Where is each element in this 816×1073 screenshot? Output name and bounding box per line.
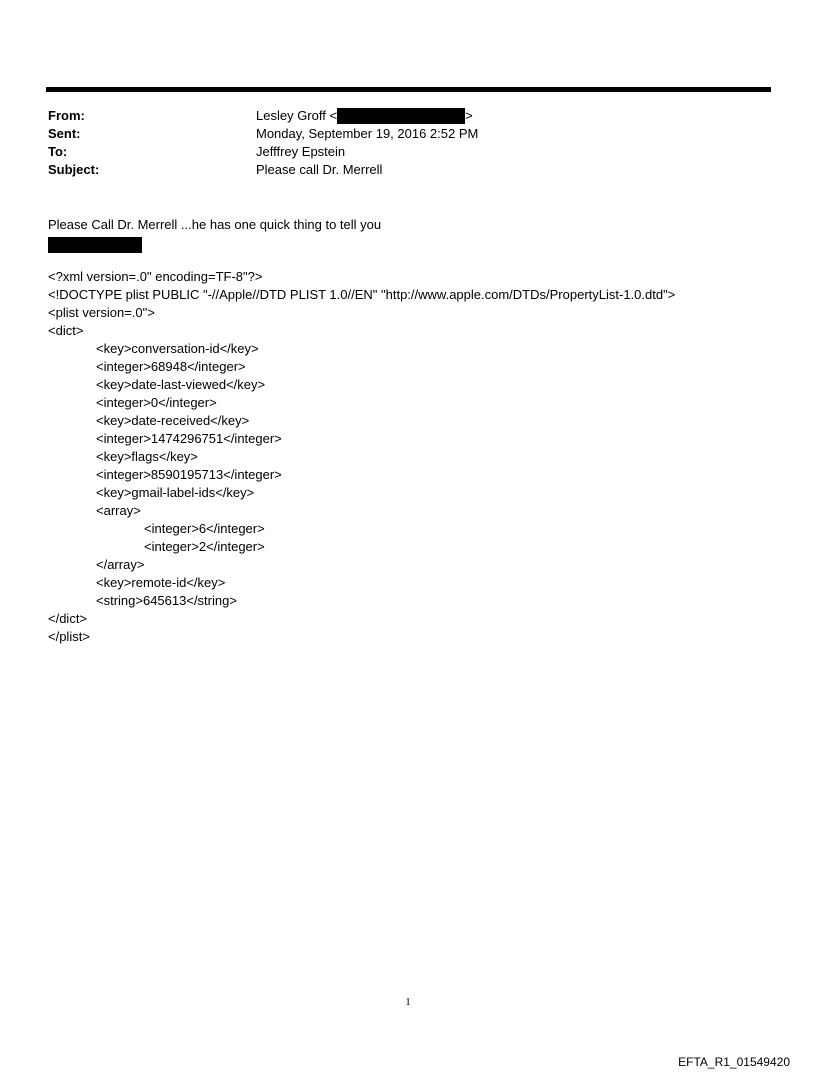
message-text: Please Call Dr. Merrell ...he has one quick thing to tell you bbox=[48, 217, 382, 232]
xml-line: <key>date-received</key> bbox=[96, 413, 250, 428]
redacted-email-address bbox=[337, 108, 465, 124]
subject-value: Please call Dr. Merrell bbox=[256, 162, 383, 177]
subject-row bbox=[48, 161, 748, 179]
xml-line: <key>date-last-viewed</key> bbox=[96, 377, 266, 392]
subject-label: Subject: bbox=[48, 162, 100, 177]
to-row bbox=[48, 143, 748, 161]
xml-line: <array> bbox=[96, 503, 141, 518]
redacted-signature-line bbox=[48, 234, 788, 252]
sent-value: Monday, September 19, 2016 2:52 PM bbox=[256, 126, 479, 141]
redacted-signature bbox=[48, 237, 142, 253]
xml-line: <integer>2</integer> bbox=[144, 539, 265, 554]
from-label: From: bbox=[48, 108, 85, 123]
xml-line: <?xml version=.0" encoding=TF-8"?> bbox=[48, 269, 263, 284]
xml-line: <dict> bbox=[48, 323, 84, 338]
from-value bbox=[256, 107, 748, 125]
xml-line: <string>645613</string> bbox=[96, 593, 237, 608]
email-body bbox=[48, 216, 788, 252]
xml-line: <key>gmail-label-ids</key> bbox=[96, 485, 255, 500]
xml-line: <key>conversation-id</key> bbox=[96, 341, 259, 356]
bates-number: EFTA_R1_01549420 bbox=[678, 1055, 790, 1069]
xml-line: <plist version=.0"> bbox=[48, 305, 155, 320]
sender-email-close: > bbox=[465, 108, 473, 123]
sender-name: Lesley Groff < bbox=[256, 108, 338, 123]
to-label: To: bbox=[48, 144, 68, 159]
xml-line: </plist> bbox=[48, 629, 90, 644]
page-number: 1 bbox=[405, 996, 411, 1008]
sent-row bbox=[48, 125, 748, 143]
xml-line: <!DOCTYPE plist PUBLIC "-//Apple//DTD PLIST 1.0//EN" "http://www.apple.com/DTDs/PropertyList-1.0.dtd"> bbox=[48, 287, 676, 302]
xml-line: <integer>68948</integer> bbox=[96, 359, 246, 374]
xml-line: <integer>8590195713</integer> bbox=[96, 467, 282, 482]
xml-line: </dict> bbox=[48, 611, 88, 626]
xml-line: <integer>1474296751</integer> bbox=[96, 431, 282, 446]
to-value: Jefffrey Epstein bbox=[256, 144, 346, 159]
xml-line: </array> bbox=[96, 557, 145, 572]
header-rule bbox=[46, 87, 771, 92]
xml-line: <key>flags</key> bbox=[96, 449, 198, 464]
from-row bbox=[48, 107, 748, 125]
email-header bbox=[48, 107, 748, 179]
xml-line: <integer>6</integer> bbox=[144, 521, 265, 536]
xml-line: <key>remote-id</key> bbox=[96, 575, 226, 590]
sent-label: Sent: bbox=[48, 126, 81, 141]
xml-line: <integer>0</integer> bbox=[96, 395, 217, 410]
plist-metadata bbox=[48, 268, 788, 646]
